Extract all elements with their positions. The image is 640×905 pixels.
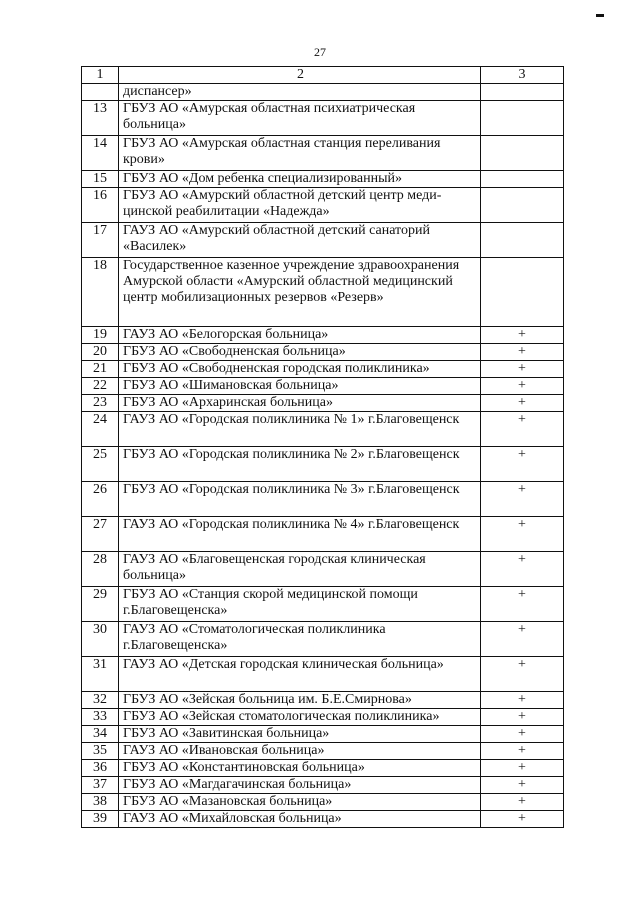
scan-mark <box>596 14 604 17</box>
mark-cell <box>481 101 564 136</box>
table-row <box>82 395 564 412</box>
table-row <box>82 811 564 828</box>
institution-name: ГБУЗ АО «Зейская больница им. Б.Е.Смирнова» <box>119 692 481 709</box>
row-number: 31 <box>82 657 119 692</box>
mark-cell <box>481 188 564 223</box>
institution-name: ГАУЗ АО «Амурский областной детский санаторий «Василек» <box>119 223 481 258</box>
table-row <box>82 171 564 188</box>
institution-name: ГБУЗ АО «Свободненская городская поликлиника» <box>119 361 481 378</box>
mark-cell: + <box>481 395 564 412</box>
institution-name: ГБУЗ АО «Станция скорой медицинской помощи г.Благовещенска» <box>119 587 481 622</box>
table-header-row <box>82 67 564 84</box>
table-row <box>82 622 564 657</box>
institution-name: ГАУЗ АО «Детская городская клиническая больница» <box>119 657 481 692</box>
institution-name: ГБУЗ АО «Городская поликлиника № 3» г.Благовещенск <box>119 482 481 517</box>
table-row <box>82 777 564 794</box>
mark-cell: + <box>481 726 564 743</box>
page-number: 27 <box>314 45 326 59</box>
institution-name: ГБУЗ АО «Константиновская больница» <box>119 760 481 777</box>
institution-name: ГБУЗ АО «Дом ребенка специализированный» <box>119 171 481 188</box>
table-row <box>82 101 564 136</box>
institution-name: Государственное казенное учреждение здравоохранения Амурской области «Амурский областной медицинский центр мобилизационных резервов «Резерв» <box>119 258 481 327</box>
institution-name: ГБУЗ АО «Свободненская больница» <box>119 344 481 361</box>
institution-name: ГБУЗ АО «Амурский областной детский центр медицинской реабилитации «Надежда» <box>119 188 481 223</box>
institution-name: ГБУЗ АО «Завитинская больница» <box>119 726 481 743</box>
table-row <box>82 223 564 258</box>
row-number: 25 <box>82 447 119 482</box>
table-row <box>82 552 564 587</box>
row-number: 20 <box>82 344 119 361</box>
institution-name: ГБУЗ АО «Городская поликлиника № 2» г.Благовещенск <box>119 447 481 482</box>
header-cell-col-3: 3 <box>481 67 564 84</box>
institution-name: ГАУЗ АО «Стоматологическая поликлиника г.Благовещенска» <box>119 622 481 657</box>
header-cell-col-2: 2 <box>119 67 481 84</box>
row-number: 19 <box>82 327 119 344</box>
institution-name: ГАУЗ АО «Белогорская больница» <box>119 327 481 344</box>
table-row <box>82 692 564 709</box>
row-number: 36 <box>82 760 119 777</box>
table-row <box>82 327 564 344</box>
row-number: 24 <box>82 412 119 447</box>
table-row <box>82 188 564 223</box>
table-row <box>82 657 564 692</box>
mark-cell: + <box>481 743 564 760</box>
institution-name: ГБУЗ АО «Архаринская больница» <box>119 395 481 412</box>
institution-name: ГБУЗ АО «Амурская областная психиатрическая больница» <box>119 101 481 136</box>
institution-name: ГАУЗ АО «Городская поликлиника № 1» г.Благовещенск <box>119 412 481 447</box>
row-number <box>82 84 119 101</box>
table-row <box>82 794 564 811</box>
institution-name: ГБУЗ АО «Мазановская больница» <box>119 794 481 811</box>
row-number: 22 <box>82 378 119 395</box>
institution-name: диспансер» <box>119 84 481 101</box>
institution-name: ГАУЗ АО «Ивановская больница» <box>119 743 481 760</box>
table-row <box>82 726 564 743</box>
mark-cell: + <box>481 344 564 361</box>
row-number: 18 <box>82 258 119 327</box>
row-number: 29 <box>82 587 119 622</box>
row-number: 30 <box>82 622 119 657</box>
header-cell-col-1: 1 <box>82 67 119 84</box>
table-row <box>82 447 564 482</box>
mark-cell: + <box>481 378 564 395</box>
row-number: 13 <box>82 101 119 136</box>
row-number: 33 <box>82 709 119 726</box>
table-row <box>82 344 564 361</box>
row-number: 23 <box>82 395 119 412</box>
mark-cell: + <box>481 361 564 378</box>
row-number: 27 <box>82 517 119 552</box>
institution-name: ГБУЗ АО «Амурская областная станция переливания крови» <box>119 136 481 171</box>
table-row <box>82 709 564 726</box>
mark-cell: + <box>481 412 564 447</box>
table-row <box>82 378 564 395</box>
mark-cell: + <box>481 517 564 552</box>
table-row <box>82 587 564 622</box>
mark-cell <box>481 136 564 171</box>
institution-name: ГБУЗ АО «Зейская стоматологическая поликлиника» <box>119 709 481 726</box>
institution-name: ГБУЗ АО «Шимановская больница» <box>119 378 481 395</box>
mark-cell <box>481 258 564 327</box>
row-number: 28 <box>82 552 119 587</box>
table-row <box>82 743 564 760</box>
mark-cell <box>481 84 564 101</box>
table-row <box>82 482 564 517</box>
institution-name: ГАУЗ АО «Городская поликлиника № 4» г.Благовещенск <box>119 517 481 552</box>
mark-cell: + <box>481 709 564 726</box>
row-number: 37 <box>82 777 119 794</box>
mark-cell: + <box>481 811 564 828</box>
mark-cell <box>481 223 564 258</box>
mark-cell: + <box>481 760 564 777</box>
table-row <box>82 760 564 777</box>
table-row <box>82 412 564 447</box>
mark-cell: + <box>481 622 564 657</box>
table-row <box>82 361 564 378</box>
institution-name: ГАУЗ АО «Михайловская больница» <box>119 811 481 828</box>
table-row <box>82 517 564 552</box>
row-number: 35 <box>82 743 119 760</box>
mark-cell: + <box>481 794 564 811</box>
row-number: 39 <box>82 811 119 828</box>
institution-name: ГБУЗ АО «Магдагачинская больница» <box>119 777 481 794</box>
mark-cell: + <box>481 587 564 622</box>
table-row <box>82 136 564 171</box>
row-number: 32 <box>82 692 119 709</box>
institution-name: ГАУЗ АО «Благовещенская городская клиническая больница» <box>119 552 481 587</box>
mark-cell: + <box>481 482 564 517</box>
row-number: 26 <box>82 482 119 517</box>
row-number: 21 <box>82 361 119 378</box>
mark-cell: + <box>481 552 564 587</box>
mark-cell: + <box>481 692 564 709</box>
row-number: 38 <box>82 794 119 811</box>
mark-cell: + <box>481 327 564 344</box>
row-number: 16 <box>82 188 119 223</box>
row-number: 14 <box>82 136 119 171</box>
mark-cell: + <box>481 447 564 482</box>
table-row <box>82 258 564 327</box>
mark-cell: + <box>481 657 564 692</box>
institutions-table <box>81 66 564 828</box>
row-number: 15 <box>82 171 119 188</box>
mark-cell <box>481 171 564 188</box>
row-number: 34 <box>82 726 119 743</box>
row-number: 17 <box>82 223 119 258</box>
mark-cell: + <box>481 777 564 794</box>
table-row <box>82 84 564 101</box>
